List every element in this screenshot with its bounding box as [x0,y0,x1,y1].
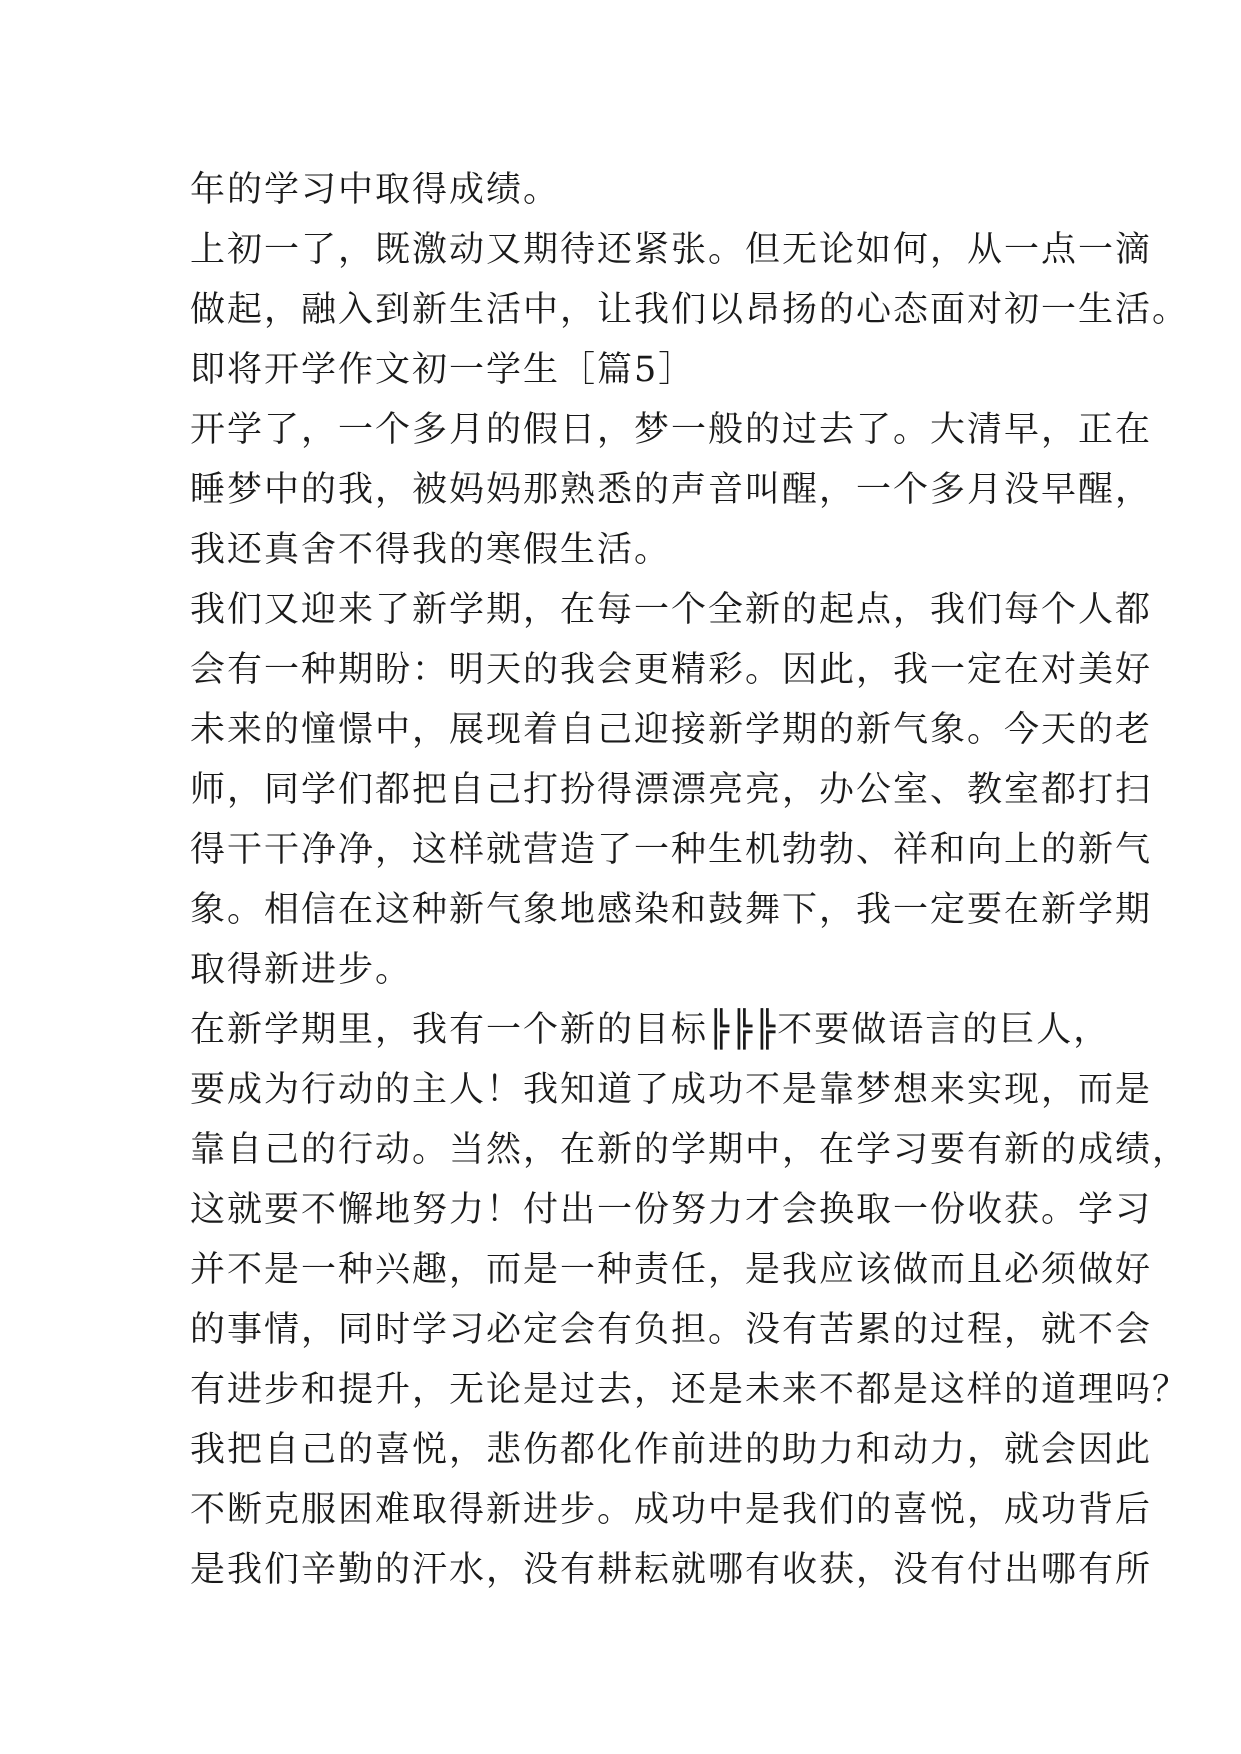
text-line: 有进步和提升，无论是过去，还是未来不都是这样的道理吗？ [190,1370,1190,1410]
text-line: 开学了，一个多月的假日，梦一般的过去了。大清早，正在 [190,410,1153,450]
text-line: 在新学期里，我有一个新的目标╠╠╠不要做语言的巨人， [190,1010,1111,1050]
text-line: 师，同学们都把自己打扮得漂漂亮亮，办公室、教室都打扫 [190,770,1153,810]
text-line: 我们又迎来了新学期，在每一个全新的起点，我们每个人都 [190,590,1153,630]
section-heading: 即将开学作文初一学生［篇5］ [190,350,696,390]
text-line: 这就要不懈地努力！付出一份努力才会换取一份收获。学习 [190,1190,1153,1230]
text-line: 并不是一种兴趣，而是一种责任，是我应该做而且必须做好 [190,1250,1153,1290]
text-line: 上初一了，既激动又期待还紧张。但无论如何，从一点一滴 [190,230,1153,270]
text-line: 靠自己的行动。当然，在新的学期中，在学习要有新的成绩， [190,1130,1190,1170]
text-line: 做起，融入到新生活中，让我们以昂扬的心态面对初一生活。 [190,290,1190,330]
document-body [190,160,1190,1600]
text-line: 会有一种期盼：明天的我会更精彩。因此，我一定在对美好 [190,650,1153,690]
text-line: 的事情，同时学习必定会有负担。没有苦累的过程，就不会 [190,1310,1153,1350]
text-line: 未来的憧憬中，展现着自己迎接新学期的新气象。今天的老 [190,710,1153,750]
text-line: 得干干净净，这样就营造了一种生机勃勃、祥和向上的新气 [190,830,1153,870]
text-line: 年的学习中取得成绩。 [190,170,561,210]
text-line: 要成为行动的主人！我知道了成功不是靠梦想来实现，而是 [190,1070,1153,1110]
text-line: 我还真舍不得我的寒假生活。 [190,530,672,570]
text-line: 不断克服困难取得新进步。成功中是我们的喜悦，成功背后 [190,1490,1153,1530]
text-line: 取得新进步。 [190,950,413,990]
text-line: 睡梦中的我，被妈妈那熟悉的声音叫醒，一个多月没早醒， [190,470,1153,510]
text-line: 是我们辛勤的汗水，没有耕耘就哪有收获，没有付出哪有所 [190,1550,1153,1590]
text-line: 我把自己的喜悦，悲伤都化作前进的助力和动力，就会因此 [190,1430,1153,1470]
text-line: 象。相信在这种新气象地感染和鼓舞下，我一定要在新学期 [190,890,1153,930]
